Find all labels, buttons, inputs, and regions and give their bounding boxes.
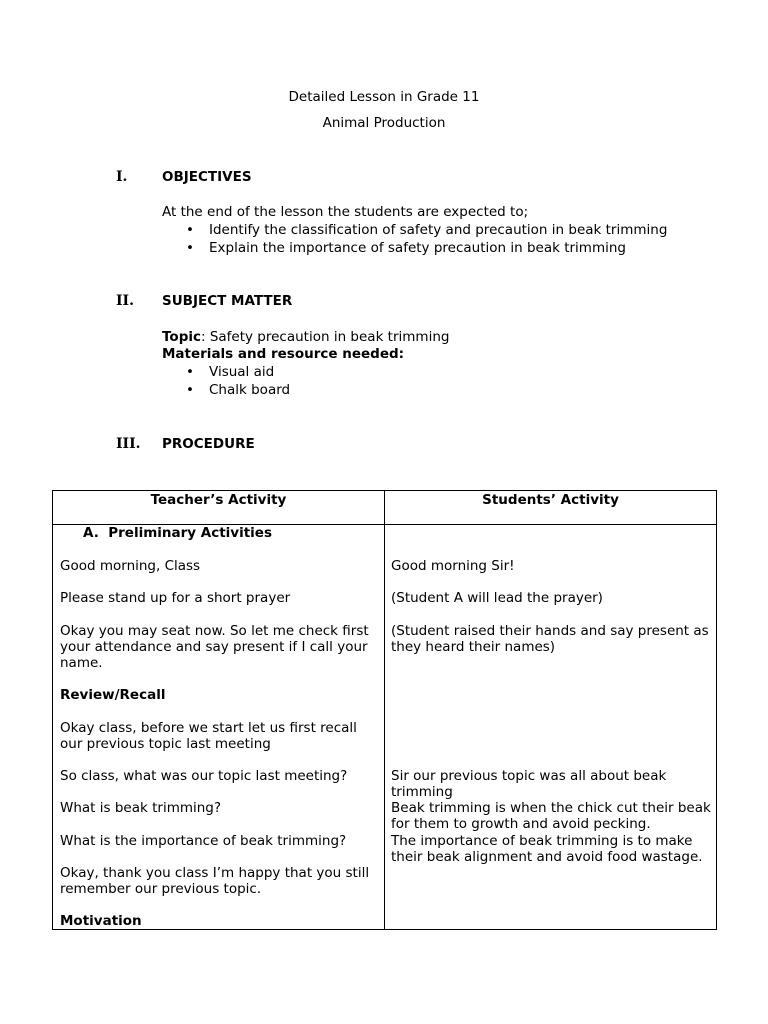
bullet-icon: • bbox=[186, 222, 194, 238]
topic-line bbox=[162, 329, 702, 346]
review-recall-heading: Review/Recall bbox=[60, 687, 166, 703]
section-title-objectives: OBJECTIVES bbox=[162, 169, 252, 185]
list-item: • Identify the classification of safety and precaution in beak trimming bbox=[186, 222, 668, 238]
header-students-activity: Students’ Activity bbox=[482, 492, 619, 508]
objectives-list bbox=[186, 221, 667, 257]
bullet-icon: • bbox=[186, 382, 194, 398]
student-line: The importance of beak trimming is to make their beak alignment and avoid food wastage. bbox=[391, 833, 703, 865]
bullet-icon: • bbox=[186, 364, 194, 380]
teacher-line: What is beak trimming? bbox=[60, 800, 222, 816]
section-a-marker: A. bbox=[83, 525, 99, 541]
list-item: • Chalk board bbox=[186, 382, 291, 398]
section-title-procedure: PROCEDURE bbox=[162, 436, 255, 452]
section-number-objectives: I. bbox=[116, 169, 128, 185]
header-teacher-activity: Teacher’s Activity bbox=[150, 492, 287, 508]
list-item: • Visual aid bbox=[186, 364, 275, 380]
document-title: Detailed Lesson in Grade 11 bbox=[288, 89, 480, 105]
section-a-heading bbox=[83, 525, 383, 541]
section-number-subject-matter: II. bbox=[116, 293, 134, 309]
teacher-line: Okay, thank you class I’m happy that you still remember our previous topic. bbox=[60, 865, 370, 897]
section-a-title: Preliminary Activities bbox=[108, 525, 273, 541]
column-divider bbox=[384, 491, 385, 929]
teacher-line: Good morning, Class bbox=[60, 558, 201, 574]
procedure-table bbox=[52, 490, 717, 930]
teacher-line: Please stand up for a short prayer bbox=[60, 590, 291, 606]
materials-list bbox=[186, 363, 290, 399]
student-line: Good morning Sir! bbox=[391, 558, 515, 574]
section-title-subject-matter: SUBJECT MATTER bbox=[162, 293, 293, 309]
teacher-line: So class, what was our topic last meeting? bbox=[60, 768, 348, 784]
student-line: (Student raised their hands and say present as they heard their names) bbox=[391, 623, 709, 655]
document-subtitle: Animal Production bbox=[322, 115, 446, 131]
student-line: (Student A will lead the prayer) bbox=[391, 590, 603, 606]
motivation-heading: Motivation bbox=[60, 913, 142, 929]
student-line: Beak trimming is when the chick cut their beak for them to growth and avoid pecking. bbox=[391, 800, 711, 832]
student-line: Sir our previous topic was all about beak trimming bbox=[391, 768, 667, 800]
materials-label: Materials and resource needed: bbox=[162, 346, 405, 362]
topic-label: Topic bbox=[162, 329, 201, 345]
bullet-icon: • bbox=[186, 240, 194, 256]
topic-value: : Safety precaution in beak trimming bbox=[200, 329, 450, 345]
objectives-intro: At the end of the lesson the students are expected to; bbox=[162, 204, 529, 220]
teacher-line: Okay class, before we start let us first recall our previous topic last meeting bbox=[60, 720, 357, 752]
list-item: • Explain the importance of safety precaution in beak trimming bbox=[186, 240, 626, 256]
teacher-line: Okay you may seat now. So let me check first your attendance and say present if I call your name. bbox=[60, 623, 369, 671]
teacher-line: What is the importance of beak trimming? bbox=[60, 833, 347, 849]
section-number-procedure: III. bbox=[116, 436, 141, 452]
